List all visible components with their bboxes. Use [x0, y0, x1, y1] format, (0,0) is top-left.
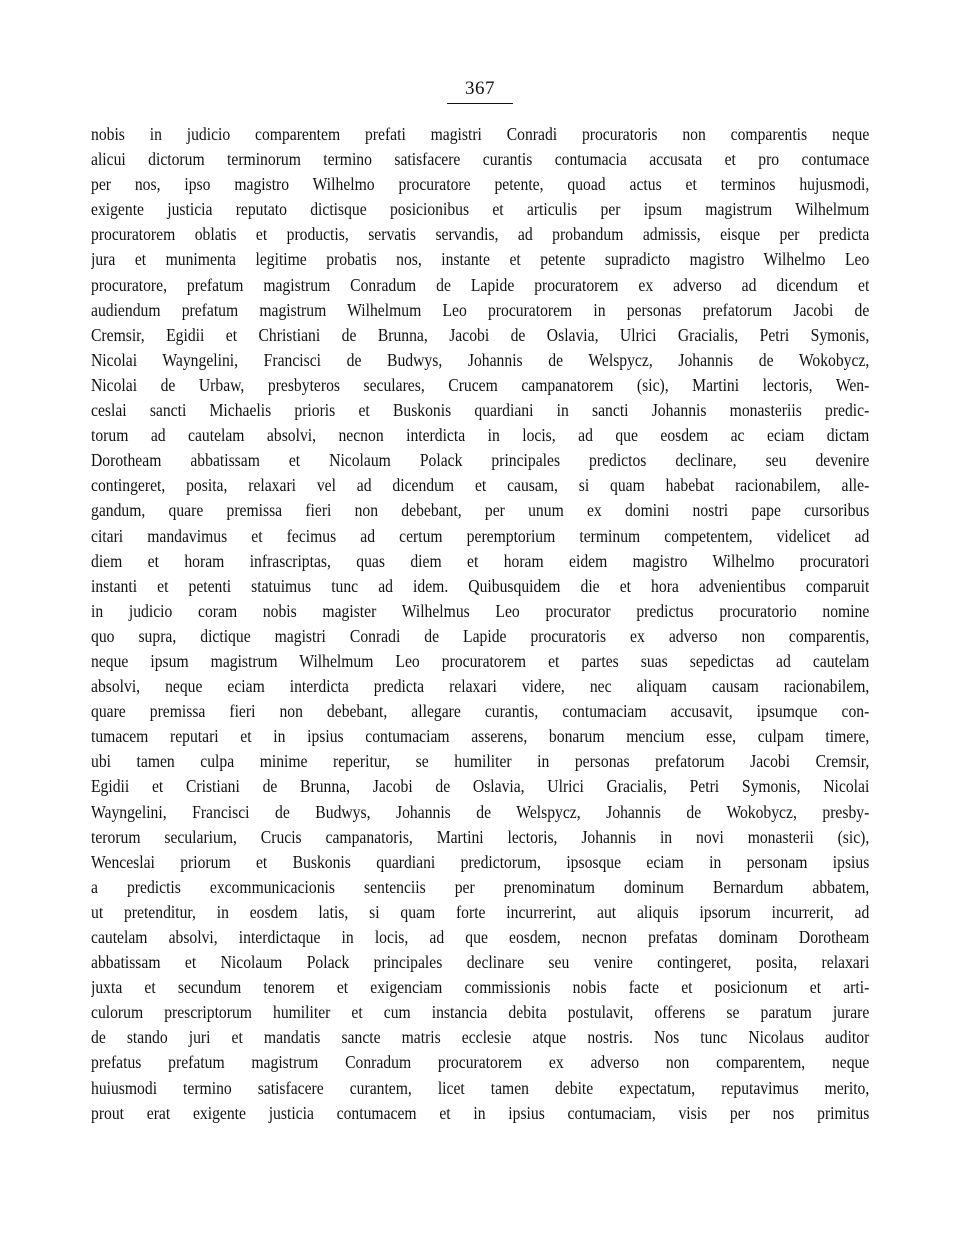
text-line: jura et munimenta legitime probatis nos, instante et petente supradicto magistro Wilhelmo Leo: [91, 249, 870, 270]
text-line: per nos, ipso magistro Wilhelmo procuratore petente, quoad actus et terminos hujusmodi,: [91, 174, 870, 195]
text-line: gandum, quare premissa fieri non debebant, per unum ex domini nostri pape cursoribus: [91, 500, 870, 521]
text-line: Dorotheam abbatissam et Nicolaum Polack principales predictos declinare, seu devenire: [91, 450, 870, 471]
text-line: de stando juri et mandatis sancte matris ecclesie atque nostris. Nos tunc Nicolaus auditor: [91, 1027, 870, 1048]
text-line: Nicolai de Urbaw, presbyteros seculares, Crucem campanatorem (sic), Martini lectoris, Wen-: [91, 374, 870, 395]
text-line: Egidii et Cristiani de Brunna, Jacobi de Oslavia, Ulrici Gracialis, Petri Symonis, Nicolai: [91, 776, 870, 797]
text-line: Nicolai Wayngelini, Francisci de Budwys, Johannis de Welspycz, Johannis de Wokobycz,: [91, 349, 870, 370]
text-line: Wenceslai priorum et Buskonis quardiani predictorum, ipsosque eciam in personam ipsius: [91, 851, 870, 872]
text-line: huiusmodi termino satisfacere curantem, licet tamen debite expectatum, reputavimus merito,: [91, 1077, 870, 1098]
text-line: audiendum prefatum magistrum Wilhelmum Leo procuratorem in personas prefatorum Jacobi de: [91, 299, 870, 320]
text-line: torum ad cautelam absolvi, necnon interdicta in locis, ad que eosdem ac eciam dictam: [91, 425, 870, 446]
text-line: diem et horam infrascriptas, quas diem et horam eidem magistro Wilhelmo procuratori: [91, 550, 870, 571]
text-line: ubi tamen culpa minime reperitur, se humiliter in personas prefatorum Jacobi Cremsir,: [91, 751, 870, 772]
text-line: terorum secularium, Crucis campanatoris, Martini lectoris, Johannis in novi monasterii (sic),: [91, 826, 870, 847]
page-number: 367: [447, 78, 513, 104]
text-line: quo supra, dictique magistri Conradi de Lapide procuratoris ex adverso non comparentis,: [91, 625, 870, 646]
text-line: instanti et petenti statuimus tunc ad idem. Quibusquidem die et hora advenientibus comparuit: [91, 575, 870, 596]
text-line: ceslai sancti Michaelis prioris et Buskonis quardiani in sancti Johannis monasteriis predic-: [91, 400, 870, 421]
text-line: culorum prescriptorum humiliter et cum instancia debita postulavit, offerens se paratum jurare: [91, 1002, 870, 1023]
body-text: [91, 122, 870, 1126]
text-line: neque ipsum magistrum Wilhelmum Leo procuratorem et partes suas sepedictas ad cautelam: [91, 650, 870, 671]
text-line: nobis in judicio comparentem prefati magistri Conradi procuratoris non comparentis neque: [91, 124, 870, 144]
text-line: abbatissam et Nicolaum Polack principales declinare seu venire contingeret, posita, relaxari: [91, 952, 870, 973]
text-line: quare premissa fieri non debebant, allegare curantis, contumaciam accusavit, ipsumque con-: [91, 701, 870, 722]
text-line: procuratore, prefatum magistrum Conradum de Lapide procuratorem ex adverso ad dicendum et: [91, 274, 870, 295]
page-header: [0, 78, 960, 104]
text-line: exigente justicia reputato dictisque posicionibus et articulis per ipsum magistrum Wilhelmum: [91, 199, 870, 220]
text-line: juxta et secundum tenorem et exigenciam commissionis nobis facte et posicionum et arti-: [91, 977, 870, 998]
text-line: Cremsir, Egidii et Christiani de Brunna, Jacobi de Oslavia, Ulrici Gracialis, Petri Symonis,: [91, 324, 870, 345]
text-line: prout erat exigente justicia contumacem et in ipsius contumaciam, visis per nos primitus: [91, 1102, 870, 1123]
text-line: contingeret, posita, relaxari vel ad dicendum et causam, si quam habebat racionabilem, alle-: [91, 475, 870, 496]
text-line: prefatus prefatum magistrum Conradum procuratorem ex adverso non comparentem, neque: [91, 1052, 870, 1073]
text-line: ut pretenditur, in eosdem latis, si quam forte incurrerint, aut aliquis ipsorum incurrerit, ad: [91, 901, 870, 922]
text-line: absolvi, neque eciam interdicta predicta relaxari videre, nec aliquam causam racionabilem,: [91, 676, 870, 697]
text-line: cautelam absolvi, interdictaque in locis, ad que eosdem, necnon prefatas dominam Dorotheam: [91, 927, 870, 947]
text-line: a predictis excommunicacionis sentenciis per prenominatum dominum Bernardum abbatem,: [91, 876, 870, 897]
text-line: Wayngelini, Francisci de Budwys, Johannis de Welspycz, Johannis de Wokobycz, presby-: [91, 801, 870, 822]
text-line: citari mandavimus et fecimus ad certum peremptorium terminum competentem, videlicet ad: [91, 525, 870, 546]
text-line: alicui dictorum terminorum termino satisfacere curantis contumacia accusata et pro contumace: [91, 149, 870, 170]
text-line: in judicio coram nobis magister Wilhelmus Leo procurator predictus procuratorio nomine: [91, 600, 870, 621]
text-line: tumacem reputari et in ipsius contumaciam asserens, bonarum mencium esse, culpam timere,: [91, 726, 870, 747]
text-line: procuratorem oblatis et productis, servatis servandis, ad probandum admissis, eisque per predicta: [91, 224, 870, 245]
